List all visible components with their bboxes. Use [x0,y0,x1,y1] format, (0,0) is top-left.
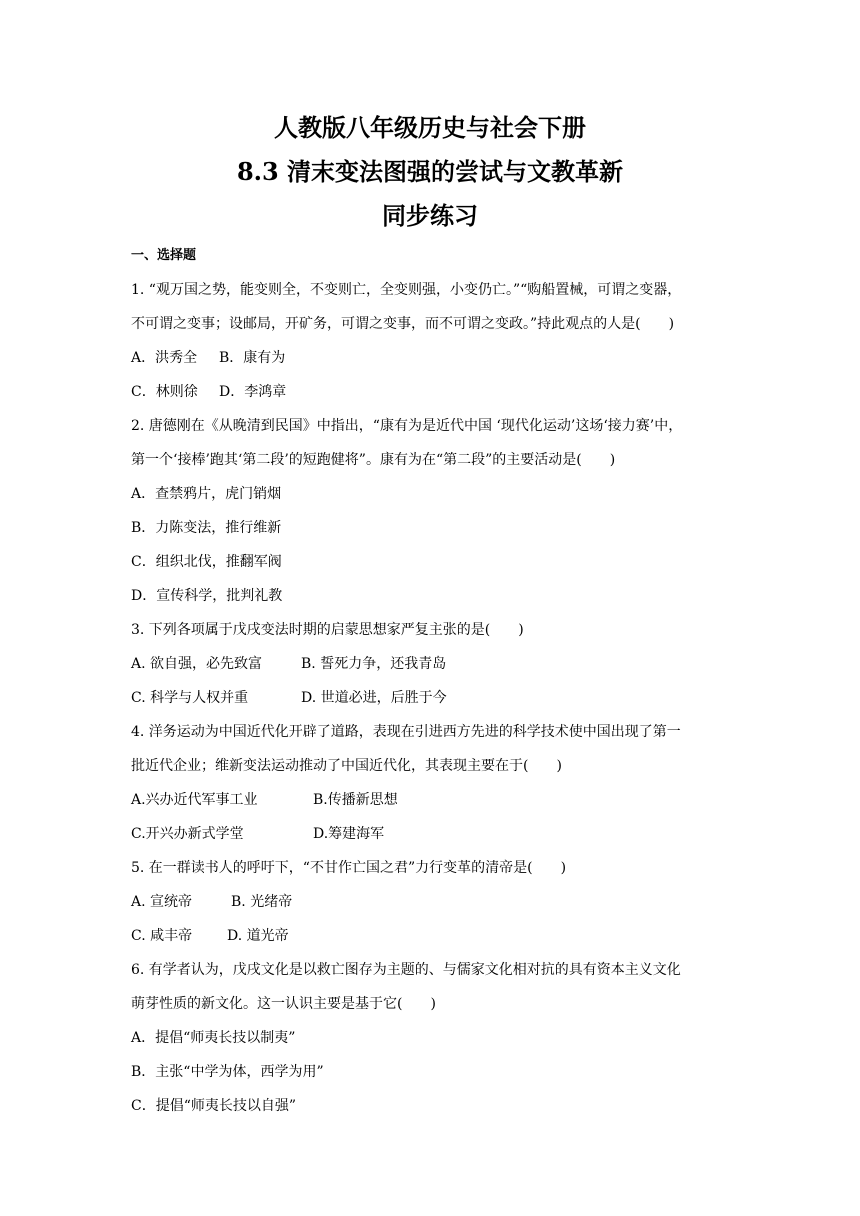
section-heading: 一、选择题 [131,248,197,263]
document-title: 人教版八年级历史与社会下册 [274,113,586,142]
question-1-option-d: D．李鸿章 [219,384,287,400]
question-2-option-b: B．力陈变法，推行维新 [131,520,282,536]
question-4-option-b: B.传播新思想 [313,792,398,808]
question-5-option-a: A. 宣统帝 [131,894,193,910]
question-5-option-d: D. 道光帝 [227,928,289,944]
question-4-option-a: A.兴办近代军事工业 [131,792,258,808]
question-6-text-line-1: 6. 有学者认为，戊戌文化是以救亡图存为主题的、与儒家文化相对抗的具有资本主义文化 [131,962,681,978]
question-5-option-c: C. 咸丰帝 [131,928,193,944]
question-6-option-b: B．主张“中学为体，西学为用” [131,1064,324,1080]
question-4-option-d: D.筹建海军 [313,826,385,842]
lesson-title: 8.3 清末变法图强的尝试与文教革新 [236,157,624,186]
question-4-option-c: C.开兴办新式学堂 [131,826,244,842]
question-1-option-b: B．康有为 [219,350,286,366]
question-2-text-line-2: 第一个‘接棒’跑其‘第二段’的短跑健将”。康有为在“第二段”的主要活动是( ) [131,452,616,468]
question-2-option-c: C．组织北伐，推翻军阀 [131,554,282,570]
question-2-text-line-1: 2. 唐德刚在《从晚清到民国》中指出，“康有为是近代中国 ‘现代化运动’这场‘接力赛’中， [131,418,683,434]
question-6-option-c: C．提倡“师夷长技以自强” [131,1098,297,1114]
question-2-option-d: D．宣传科学，批判礼教 [131,588,283,604]
question-1-text-line-2: 不可谓之变事；设邮局，开矿务，可谓之变事，而不可谓之变政。”持此观点的人是( ) [131,316,675,332]
question-3-option-b: B. 誓死力争，还我青岛 [301,656,447,672]
question-6-option-a: A．提倡“师夷长技以制夷” [131,1030,296,1046]
question-2-option-a: A．查禁鸦片，虎门销烟 [131,486,282,502]
question-1-option-a: A．洪秀全 [131,350,198,366]
question-5-text-line-1: 5. 在一群读书人的呼吁下，“不甘作亡国之君”力行变革的清帝是( ) [131,860,567,876]
question-1-text-line-1: 1. “观万国之势，能变则全，不变则亡，全变则强，小变仍亡。”“购船置械，可谓之变器， [131,282,682,298]
question-4-text-line-2: 批近代企业；维新变法运动推动了中国近代化，其表现主要在于( ) [131,758,562,774]
question-3-option-a: A. 欲自强，必先致富 [131,656,263,672]
question-6-text-line-2: 萌芽性质的新文化。这一认识主要是基于它( ) [131,996,436,1012]
question-1-option-c: C．林则徐 [131,384,198,400]
question-3-text-line-1: 3. 下列各项属于戊戌变法时期的启蒙思想家严复主张的是( ) [131,622,524,638]
question-3-option-d: D. 世道必进，后胜于今 [301,690,447,706]
question-4-text-line-1: 4. 洋务运动为中国近代化开辟了道路，表现在引进西方先进的科学技术使中国出现了第一 [131,724,681,740]
question-3-option-c: C. 科学与人权并重 [131,690,249,706]
question-5-option-b: B. 光绪帝 [231,894,293,910]
document-subtitle: 同步练习 [382,201,478,230]
